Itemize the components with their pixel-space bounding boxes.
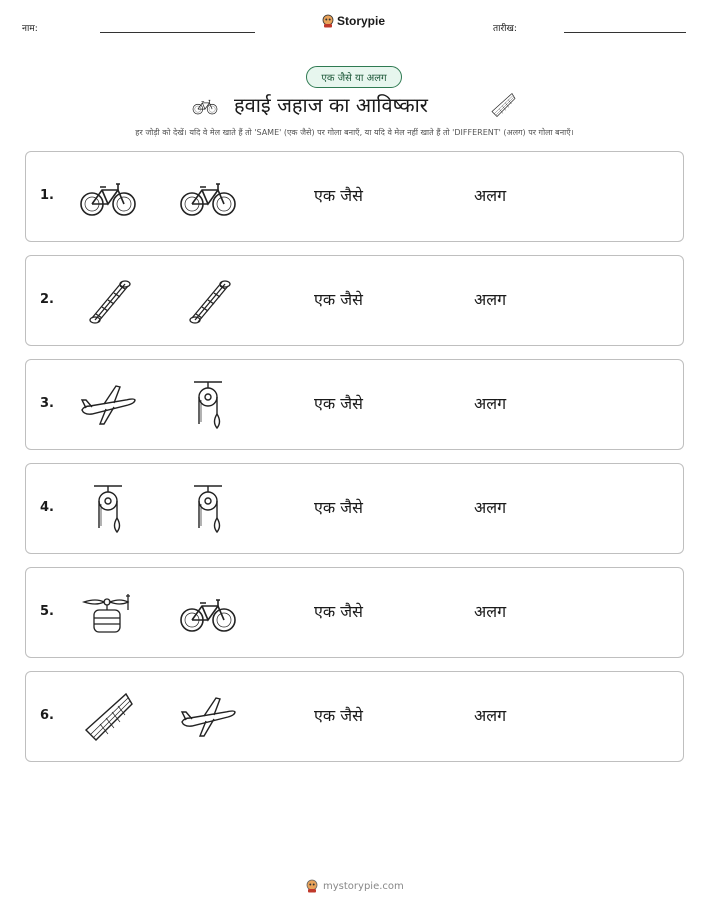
bicycle-icon <box>178 170 238 224</box>
storypie-mascot-icon <box>322 14 334 28</box>
pulley-icon <box>178 378 238 432</box>
rope-icon <box>78 274 138 328</box>
exercise-row <box>25 359 684 450</box>
bicycle-icon <box>178 586 238 640</box>
row-number: 1. <box>40 188 54 203</box>
rope-icon <box>178 274 238 328</box>
different-option[interactable]: अलग <box>474 602 507 621</box>
exercise-row <box>25 567 684 658</box>
same-option[interactable]: एक जैसे <box>314 186 363 205</box>
exercise-row <box>25 463 684 554</box>
exercise-row <box>25 671 684 762</box>
footer <box>306 879 404 893</box>
title-row <box>0 88 709 124</box>
different-option[interactable]: अलग <box>474 290 507 309</box>
row-number: 5. <box>40 604 54 619</box>
category-tag: एक जैसे या अलग <box>306 66 402 88</box>
storypie-mascot-icon <box>306 879 318 893</box>
exercise-row <box>25 151 684 242</box>
pulley-icon <box>178 482 238 536</box>
propeller-engine-icon <box>78 586 138 640</box>
different-option[interactable]: अलग <box>474 394 507 413</box>
header-bar <box>0 14 709 38</box>
footer-site: mystorypie.com <box>323 880 404 892</box>
brand-logo <box>322 14 385 28</box>
airplane-icon <box>78 378 138 432</box>
row-number: 4. <box>40 500 54 515</box>
row-number: 2. <box>40 292 54 307</box>
date-blank-line[interactable] <box>564 32 686 33</box>
brand-name: Storypie <box>337 14 386 28</box>
name-label: नाम: <box>22 24 38 34</box>
bicycle-icon <box>188 94 222 118</box>
bicycle-icon <box>78 170 138 224</box>
exercise-row <box>25 255 684 346</box>
row-number: 3. <box>40 396 54 411</box>
date-label: तारीख: <box>493 24 517 34</box>
same-option[interactable]: एक जैसे <box>314 706 363 725</box>
wing-icon <box>488 90 518 120</box>
different-option[interactable]: अलग <box>474 706 507 725</box>
wing-icon <box>78 690 138 744</box>
airplane-icon <box>178 690 238 744</box>
same-option[interactable]: एक जैसे <box>314 498 363 517</box>
same-option[interactable]: एक जैसे <box>314 394 363 413</box>
pulley-icon <box>78 482 138 536</box>
different-option[interactable]: अलग <box>474 186 507 205</box>
instructions: हर जोड़ी को देखें। यदि वे मेल खाते हैं तो 'SAME' (एक जैसे) पर गोला बनाएँ, या यदि वे मेल नहीं खाते हैं तो 'DIFFERENT' (अलग) पर गोला बनाएँ। <box>135 128 574 137</box>
different-option[interactable]: अलग <box>474 498 507 517</box>
row-number: 6. <box>40 708 54 723</box>
name-blank-line[interactable] <box>100 32 255 33</box>
same-option[interactable]: एक जैसे <box>314 602 363 621</box>
same-option[interactable]: एक जैसे <box>314 290 363 309</box>
page-title: हवाई जहाज का आविष्कार <box>234 93 428 117</box>
